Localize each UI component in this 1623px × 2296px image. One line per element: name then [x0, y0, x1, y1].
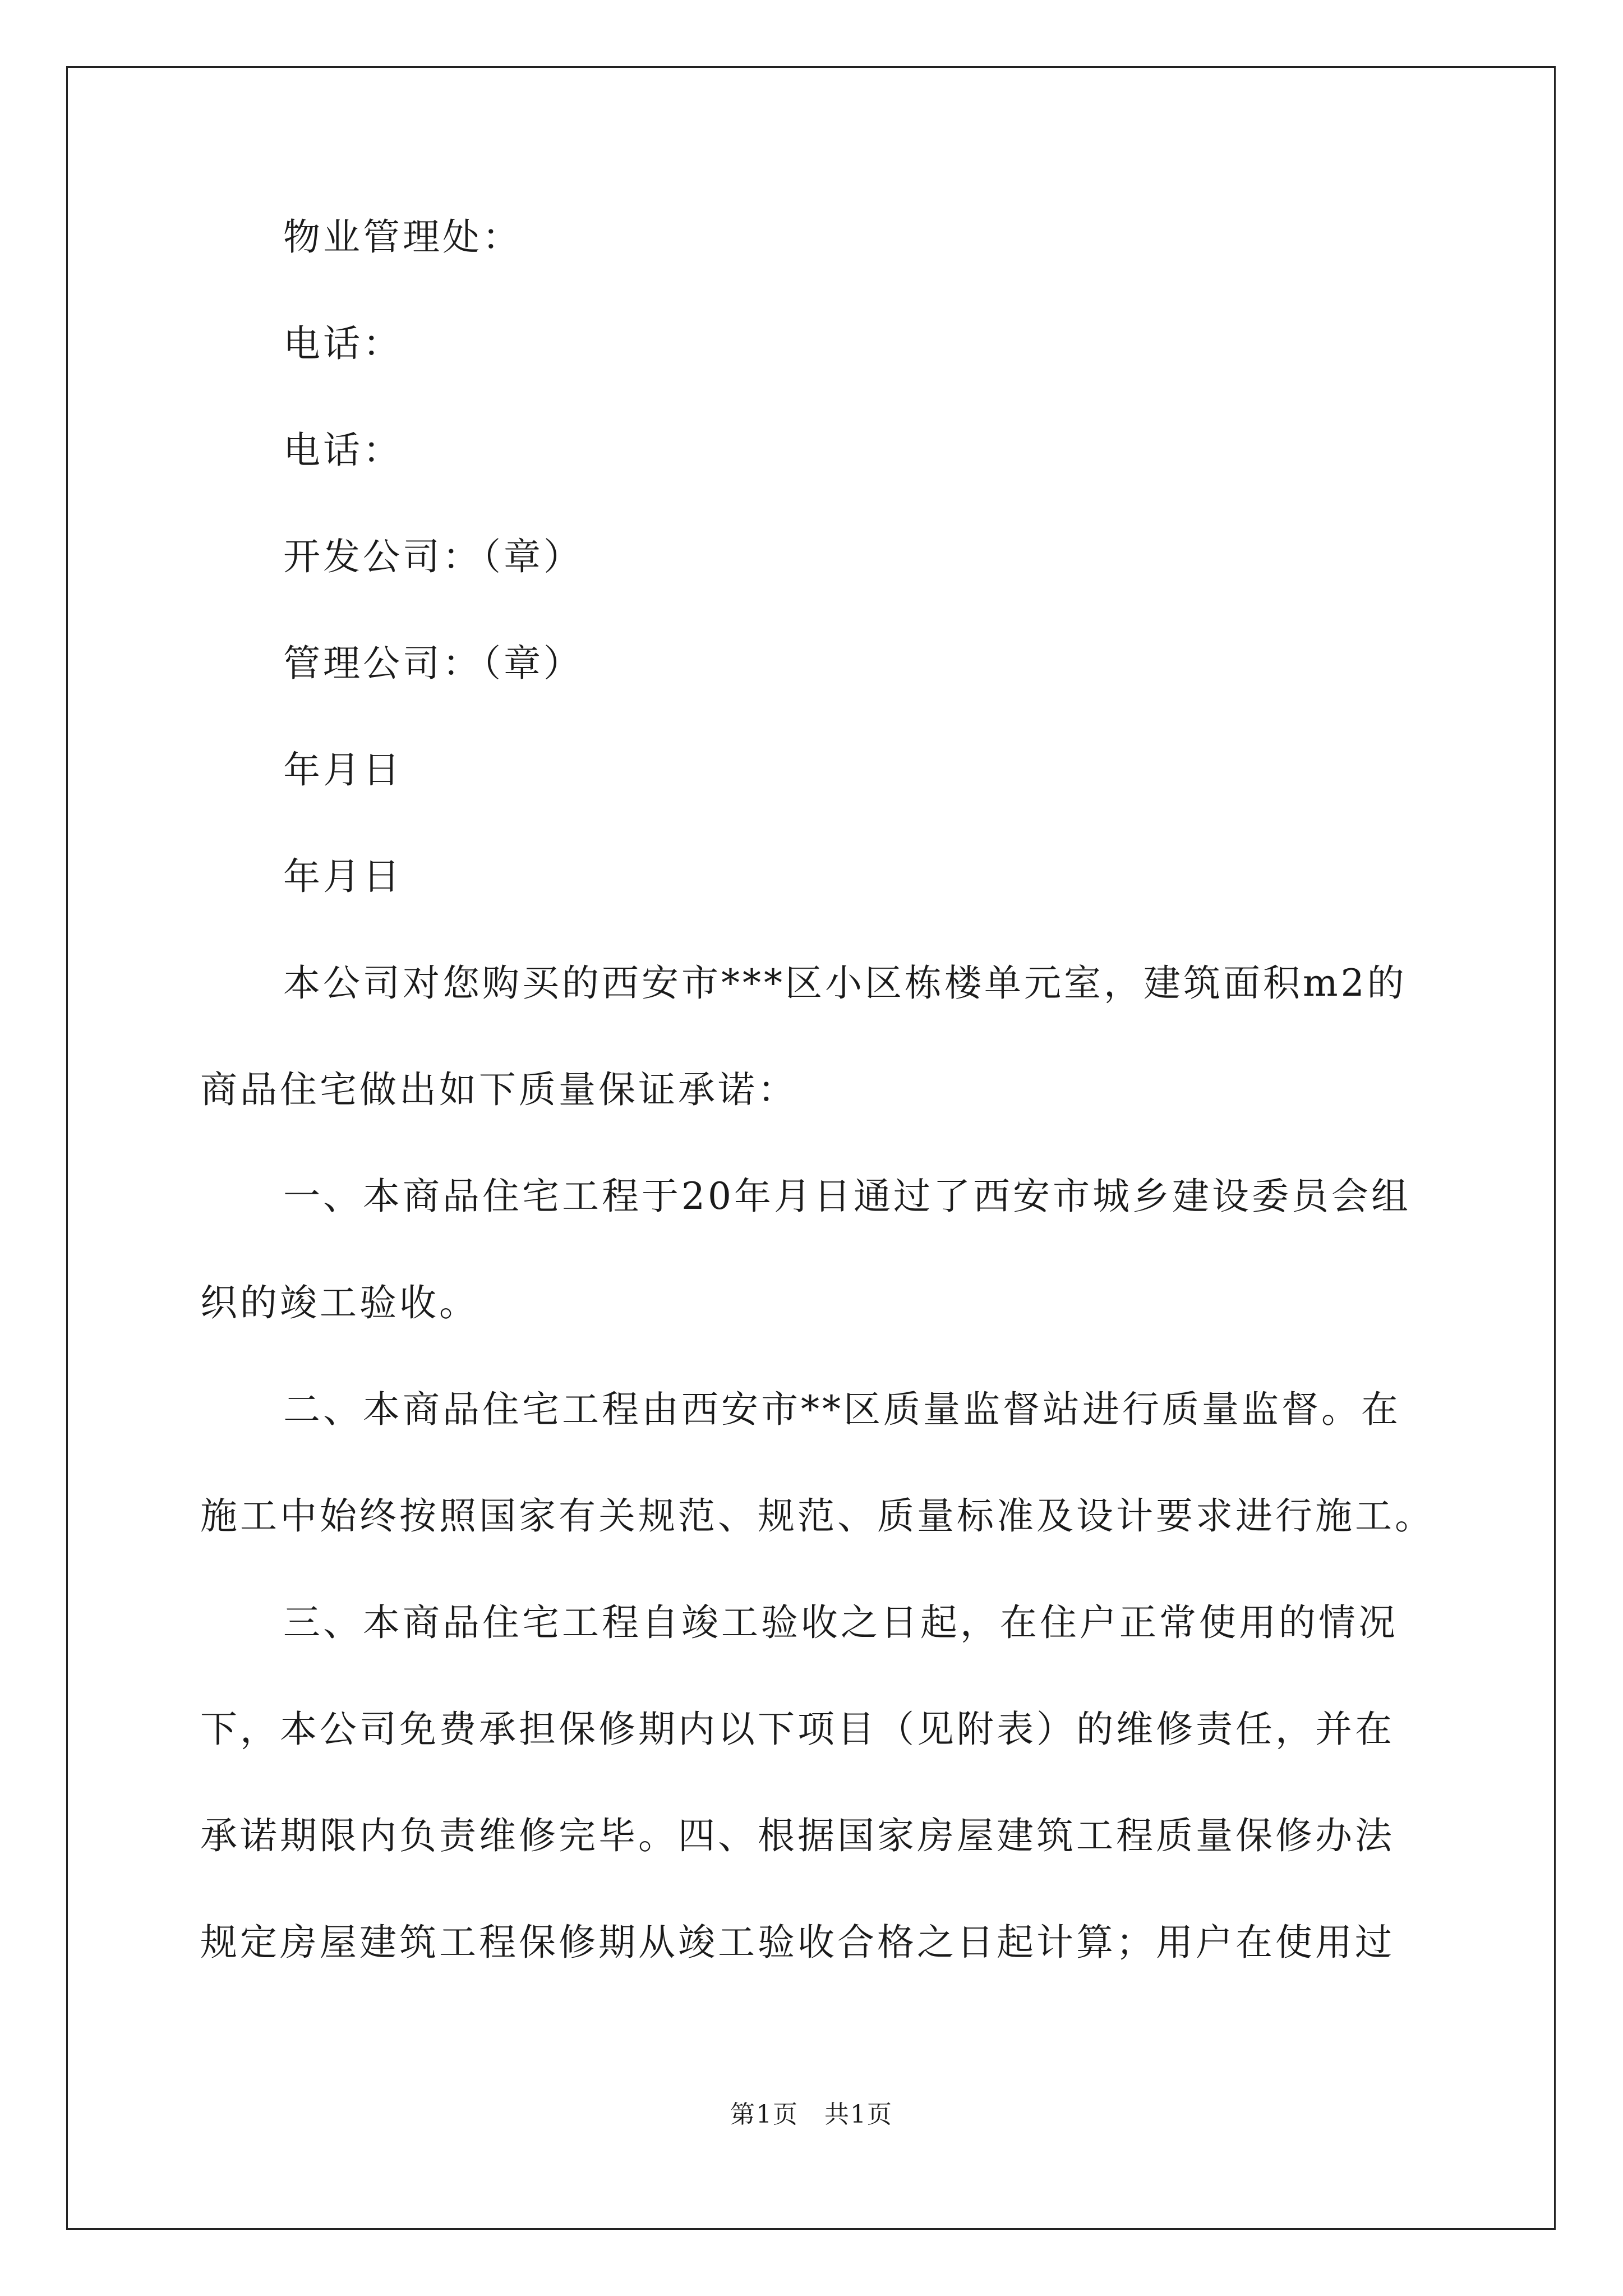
paragraph-3-line-2: 下，本公司免费承担保修期内以下项目（见附表）的维修责任，并在	[200, 1708, 1395, 1751]
paragraph-1-line-2: 织的竣工验收。	[200, 1281, 479, 1324]
page-footer: 第1页 共1页	[730, 2100, 893, 2129]
paragraph-3-line-4: 规定房屋建筑工程保修期从竣工验收合格之日起计算；用户在使用过	[200, 1921, 1395, 1964]
paragraph-1-line-1: 一、本商品住宅工程于20年月日通过了西安市城乡建设委员会组	[283, 1175, 1411, 1218]
paragraph-intro-line-2: 商品住宅做出如下质量保证承诺：	[200, 1068, 797, 1111]
line-date-1: 年月日	[283, 748, 403, 792]
line-date-2: 年月日	[283, 855, 403, 898]
line-phone-2: 电话：	[283, 429, 403, 472]
line-property-office: 物业管理处：	[283, 215, 522, 259]
line-phone-1: 电话：	[283, 322, 403, 365]
paragraph-3-line-3: 承诺期限内负责维修完毕。四、根据国家房屋建筑工程质量保修办法	[200, 1814, 1395, 1857]
paragraph-2-line-2: 施工中始终按照国家有关规范、规范、质量标准及设计要求进行施工。	[200, 1494, 1435, 1538]
paragraph-2-line-1: 二、本商品住宅工程由西安市**区质量监督站进行质量监督。在	[283, 1388, 1401, 1431]
line-management-seal: 管理公司：（章）	[283, 642, 583, 685]
paragraph-3-line-1: 三、本商品住宅工程自竣工验收之日起，在住户正常使用的情况	[283, 1601, 1398, 1644]
page-border	[66, 66, 1556, 2230]
paragraph-intro-line-1: 本公司对您购买的西安市***区小区栋楼单元室，建筑面积m2的	[283, 961, 1407, 1005]
line-developer-seal: 开发公司：（章）	[283, 535, 583, 578]
